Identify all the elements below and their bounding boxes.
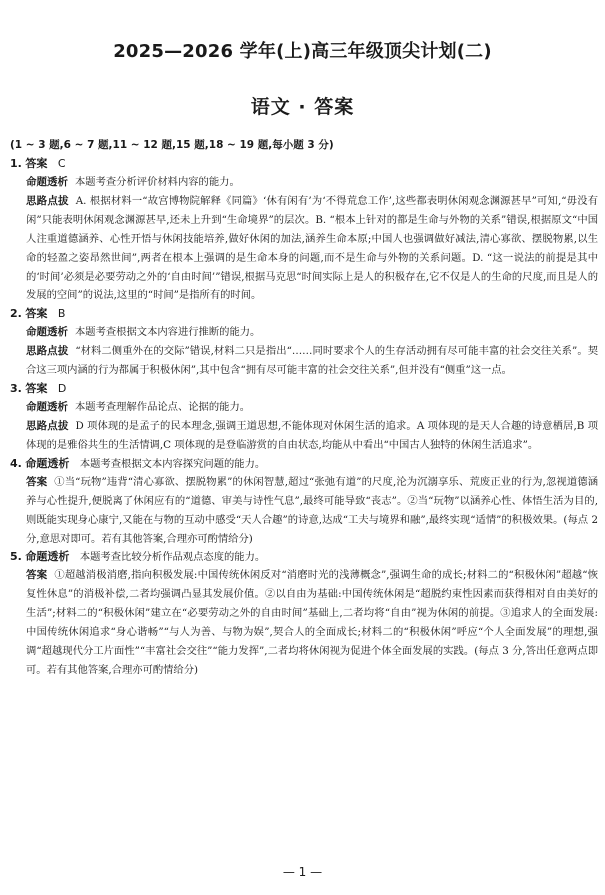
answer-value: B [57,307,66,321]
intent-label: 命题透析 [26,176,68,188]
answer-text: ①超越消极消磨,指向积极发展:中国传统休闲反对“消磨时光的浅薄概念”,强调生命的成长;材料二的“积极休闲”超越“恢复性休息”的消极补偿,二者均强调凸显其发展价值。②以自由为基础:中国传统休闲是“超脱约束性因素而获得相对自由美好的生活”;材料二的“积极休闲”建立在“必要劳动之外的自由时间”基础上,二者均将“自由”视为休闲的前提。③追求人的全面发展:中国传统休闲追求“身心谐畅”“与人为善、与物为娱”,契合人的全面成长;材料二的“积极休闲”呼应“个人全面发展”的理想,强调“超越现代分工片面性”“丰富社会交往”“能力发挥”,二者均将休闲视为促进个体全面发展的实践。(每点 3 分,答出任意两点即可。若有其他答案,合理亦可酌情给分) [26,569,599,676]
analysis-text: “材料二侧重外在的交际”错误,材料二只是指出“……同时要求个人的生存活动拥有尽可能丰富的社会交往关系”。契合这三项内涵的行为都属于积极休闲”,其中包含“拥有尽可能丰富的社会交往关系”,但并没有“侧重”这一点。 [26,345,598,377]
page-title: 2025—2026 学年(上)高三年级顶尖计划(二) [113,41,492,62]
intent-line [10,173,598,192]
answer-value: C [57,157,66,170]
intent-label: 命题透析 [25,456,70,470]
page-number: — 1 — [282,865,323,879]
intent-text: 本题考查根据文本内容探究问题的能力。 [79,457,266,470]
analysis-text: A. 根据材料一“故宫博物院解释《同篇》‘休有闲有’为‘不得荒怠工作’,这些都表明休闲观念渊源甚早”可知,“毋没有闲”只能表明休闲观念渊源甚早,还未上升到“生命境界”的层次。B. “根本上针对的都是生命与外物的关系”错误,根据原文“中国人注重道德涵养、心性开悟与休闲技能培养,做好休闲的加法,涵养生命本原;中国人也强调做好减法,清心寡欲、摆脱物累,以生命的轻盈之姿昂然世间”,两者在根本上强调的是生命本身的问题,而不是生命与外物的关系问题。D. “这一说法的前提是其中的‘时间’必须是必要劳动之外的‘自由时间’”错误,根据马克思“时间实际上是人的积极存在,它不仅是人的生命的尺度,而且是人的发展的空间”的说法,这里的“时间”是指所有的时间。 [26,194,598,302]
question-3 [10,380,598,455]
answer-label: 答案 [25,382,48,396]
intent-label: 命题透析 [25,550,70,564]
analysis-line [10,342,598,380]
intent-line [10,323,598,342]
intent-line [10,455,598,473]
analysis-line [10,417,598,455]
question-number: 5. [10,550,22,564]
answer-label: 答案 [26,475,48,488]
answer-text: ①当“玩物”违背“清心寡欲、摆脱物累”的休闲智慧,超过“张弛有道”的尺度,沦为沉溺享乐、荒废正业的行为,忽视道德涵养与心性提升,便脱离了休闲应有的“道德、审美与诗性气息”,最终可能导致“丧志”。②当“玩物”以涵养心性、体悟生活为目的,则既能实现身心康宁,又能在与物的互动中感受“天人合趣”的诗意,达成“工夫与境界和融”,最终实现“适情”的积极效果。(每点 2 分,意思对即可。若有其他答案,合理亦可酌情给分) [26,475,599,545]
intent-label: 命题透析 [26,401,68,414]
answer-text-line [10,473,598,549]
answer-line [10,380,598,398]
question-4 [10,455,598,549]
question-2 [10,305,598,380]
analysis-line [10,192,598,305]
analysis-label: 思路点拔 [26,419,69,432]
intent-line [10,548,598,566]
question-5 [10,548,598,679]
analysis-text: D 项体现的是孟子的民本理念,强调王道思想,不能体现对休闲生活的追求。A 项体现的是天人合趣的诗意栖居,B 项体现的是雅俗共生的生活情调,C 项体现的是登临游赏的自由状态,均能从中看出“中国古人独特的休闲生活追求”。 [26,419,598,451]
intent-label: 命题透析 [26,326,68,339]
intent-text: 本题考查比较分析作品观点态度的能力。 [79,551,266,564]
answer-label: 答案 [25,307,48,321]
intent-line [10,398,598,417]
answer-content [10,136,598,680]
analysis-label: 思路点拔 [26,345,69,358]
question-number: 1. [10,157,22,170]
answer-text-line [10,566,598,679]
answer-line [10,305,598,323]
page-subtitle: 语文 · 答案 [250,96,355,118]
intent-text: 本题考查根据文本内容进行推断的能力。 [75,326,261,339]
answer-label: 答案 [26,569,48,582]
question-number: 3. [10,382,22,396]
intent-text: 本题考查分析评价材料内容的能力。 [75,176,240,188]
analysis-label: 思路点拔 [26,194,69,207]
question-number: 2. [10,307,22,321]
question-number: 4. [10,456,22,470]
question-1 [10,155,598,305]
answer-value: D [57,382,67,396]
intent-text: 本题考查理解作品论点、论据的能力。 [75,401,251,414]
answer-label: 答案 [25,157,48,170]
answer-line [10,155,598,173]
scoring-note: (1 ~ 3 题,6 ~ 7 题,11 ~ 12 题,15 题,18 ~ 19 题,每小题 3 分) [10,139,334,151]
